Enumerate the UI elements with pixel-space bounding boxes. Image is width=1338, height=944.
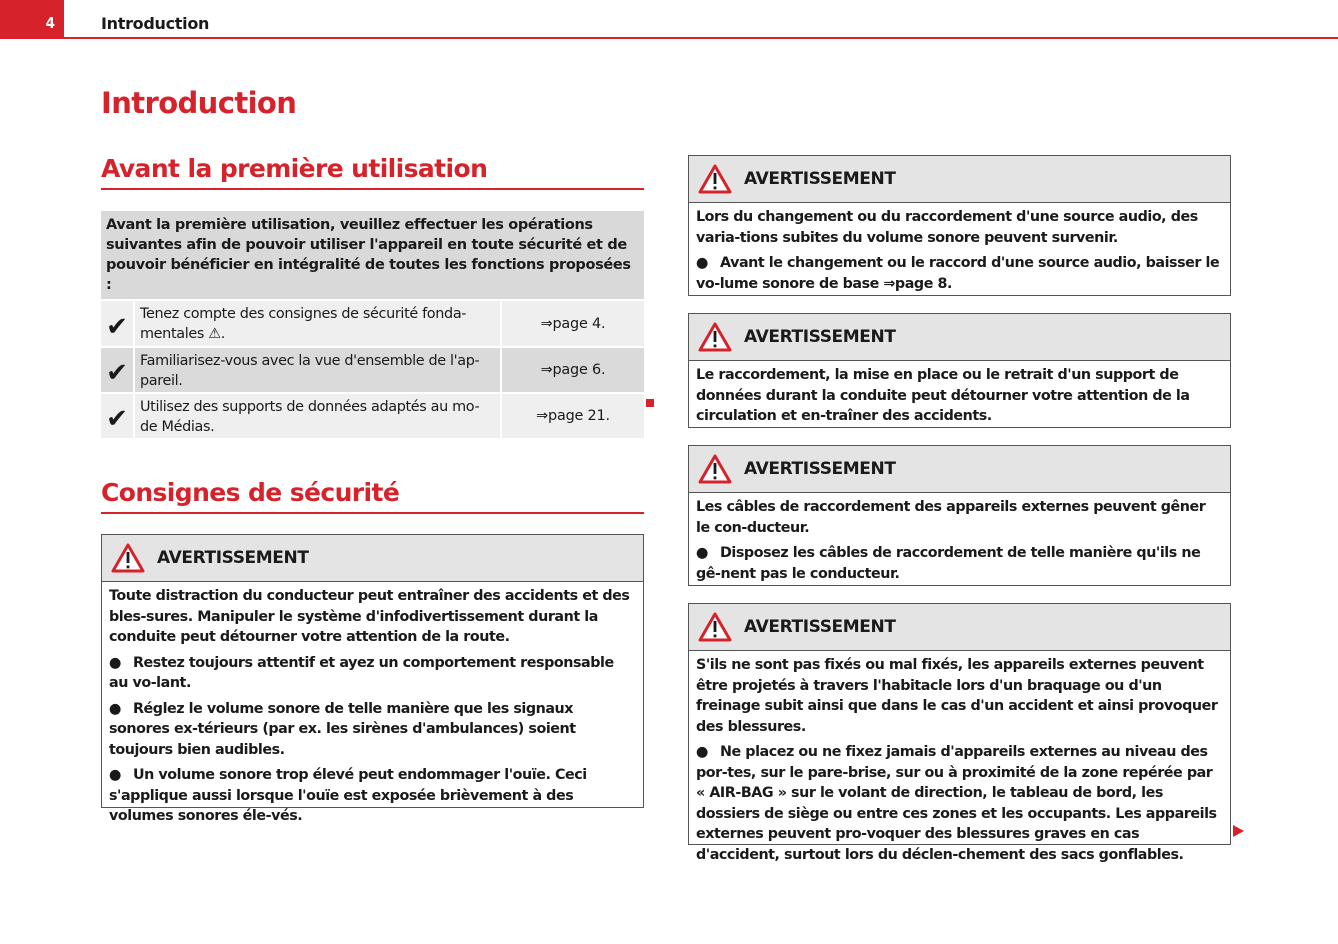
chapter-title: Introduction (101, 86, 297, 120)
page-reference-link[interactable]: ⇒page 21. (536, 408, 610, 424)
warning-title: AVERTISSEMENT (157, 548, 309, 568)
checklist-row (101, 392, 644, 438)
warning-title: AVERTISSEMENT (744, 327, 896, 347)
warning-header (689, 314, 1230, 361)
warning-bullet (696, 543, 1223, 584)
warning-box (688, 313, 1231, 428)
warning-body (102, 582, 643, 832)
header-rule (64, 37, 1338, 39)
warning-body (689, 203, 1230, 299)
warning-body (689, 493, 1230, 589)
warning-text: Le raccordement, la mise en place ou le retrait d'un support de données durant la conduite peut détourner votre attention de la circulation et en-traîner des accidents. (696, 367, 1190, 424)
warning-bullet-text: Restez toujours attentif et ayez un comportement responsable au vo-lant. (109, 654, 614, 691)
warning-text: Toute distraction du conducteur peut entraîner des accidents et des bles-sures. Manipuler le système d'infodivertissement durant la conduite peut détourner votre attention de la route. (109, 588, 630, 645)
checkmark-icon: ✔ (101, 348, 135, 392)
bullet-icon: ● (696, 255, 709, 271)
warning-triangle-icon (698, 612, 732, 642)
warning-title: AVERTISSEMENT (744, 617, 896, 637)
warning-triangle-icon (111, 543, 145, 573)
section-title-before-use: Avant la première utilisation (101, 154, 644, 190)
warning-text: S'ils ne sont pas fixés ou mal fixés, les appareils externes peuvent être projetés à travers l'habitacle lors d'un braquage ou d'un freinage subit ainsi que dans le cas d'un accident et ainsi provoquer des blessures. (696, 657, 1218, 735)
warning-text: Lors du changement ou du raccordement d'une source audio, des varia-tions subites du volume sonore peuvent survenir. (696, 209, 1198, 246)
warning-header (689, 446, 1230, 493)
checklist-row-text: Utilisez des supports de données adaptés au mo-de Médias. (135, 394, 502, 438)
warning-triangle-icon (698, 322, 732, 352)
bullet-icon: ● (109, 700, 122, 717)
checkmark-icon: ✔ (101, 394, 135, 438)
running-title: Introduction (101, 14, 210, 33)
warning-bullet (696, 253, 1223, 294)
warning-title: AVERTISSEMENT (744, 459, 896, 479)
page-reference-link[interactable]: ⇒page 6. (540, 362, 606, 378)
warning-body (689, 361, 1230, 432)
page-number-block (0, 0, 64, 39)
section-title-safety: Consignes de sécurité (101, 478, 644, 514)
page-number: 4 (45, 14, 55, 32)
warning-title: AVERTISSEMENT (744, 169, 896, 189)
checklist-row-text: Tenez compte des consignes de sécurité fonda-mentales ⚠. (135, 301, 502, 346)
warning-header (689, 604, 1230, 651)
warning-box (688, 445, 1231, 586)
warning-triangle-icon (698, 164, 732, 194)
checklist-row (101, 346, 644, 392)
bullet-icon: ● (109, 654, 122, 671)
warning-bullet (696, 742, 1223, 865)
warning-bullet-text: Réglez le volume sonore de telle manière que les signaux sonores ex-térieurs (par ex. les sirènes d'ambulances) soient toujours bien audibles. (109, 700, 576, 758)
continue-arrow-icon (1233, 825, 1244, 837)
warning-header (689, 156, 1230, 203)
warning-box (688, 155, 1231, 296)
warning-bullet-text: Avant le changement ou le raccord d'une source audio, baisser le vo-lume sonore de base ⇒page 8. (696, 255, 1220, 292)
checklist-intro: Avant la première utilisation, veuillez effectuer les opérations suivantes afin de pouvoir utiliser l'appareil en toute sécurité et de pouvoir bénéficier en intégralité de toutes les fonctions proposées : (101, 211, 644, 299)
warning-bullet (109, 765, 636, 827)
warning-bullet-text: Un volume sonore trop élevé peut endommager l'ouïe. Ceci s'applique aussi lorsque l'ouïe est exposée brièvement à des volumes sonores éle-vés. (109, 767, 587, 824)
warning-box (101, 534, 644, 824)
section-end-marker (646, 399, 654, 407)
warning-text: Les câbles de raccordement des appareils externes peuvent gêner le con-ducteur. (696, 499, 1206, 536)
warning-bullet-text: Disposez les câbles de raccordement de telle manière qu'ils ne gê-nent pas le conducteur. (696, 545, 1201, 582)
bullet-icon: ● (696, 744, 709, 760)
warning-bullet-text: Ne placez ou ne fixez jamais d'appareils externes au niveau des por-tes, sur le pare-brise, sur ou à proximité de la zone repérée par « AIR-BAG » sur le volant de direction, le tableau de bord, les dossiers de siège ou entre ces zones et les occupants. Les appareils externes peuvent pro-voquer des blessures graves en cas d'accident, surtout lors du déclen-chement des sacs gonflables. (696, 744, 1217, 863)
bullet-icon: ● (109, 767, 122, 783)
page-reference-link[interactable]: ⇒page 4. (540, 315, 606, 332)
warning-box (688, 603, 1231, 863)
checklist-row (101, 299, 644, 346)
checkmark-icon: ✔ (101, 301, 135, 346)
warning-bullet (109, 653, 636, 694)
warning-triangle-icon (698, 454, 732, 484)
bullet-icon: ● (696, 545, 709, 561)
checklist-table (101, 211, 644, 438)
warning-body (689, 651, 1230, 870)
warning-header (102, 535, 643, 582)
warning-bullet (109, 699, 636, 761)
checklist-row-text: Familiarisez-vous avec la vue d'ensemble de l'ap-pareil. (135, 348, 502, 392)
